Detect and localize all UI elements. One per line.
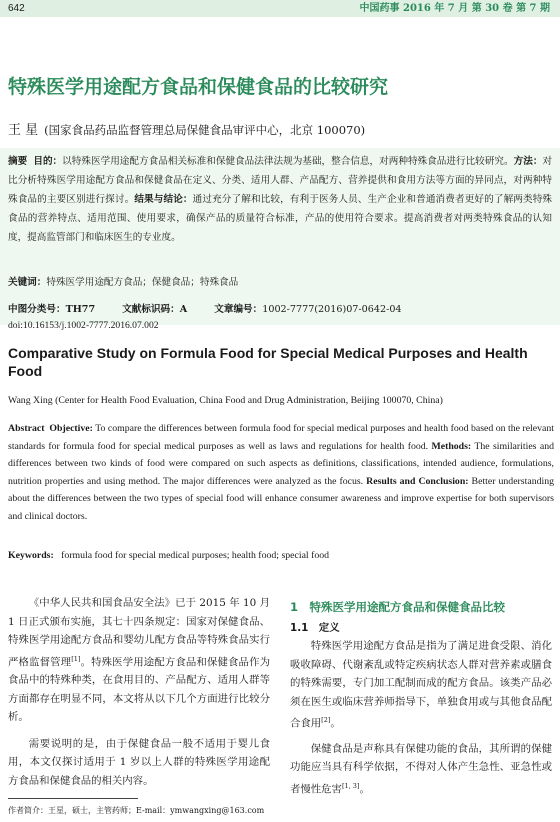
- clc-code: 中图分类号：TH77: [8, 304, 96, 315]
- section-heading: 1 特殊医学用途配方食品和保健食品比较: [290, 600, 505, 614]
- keywords-en-label: Keywords:: [8, 550, 54, 561]
- abstract-cn-label: 摘要: [8, 156, 28, 167]
- abstract-en-results-label: Results and Conclusion:: [366, 475, 469, 487]
- abstract-cn-objective-label: 目的：: [33, 156, 63, 167]
- abstract-en-results: Better understanding about the differences between the two types of special food will enhance consumer awareness and improve expertise for both supervisors and clinical doctors.: [8, 475, 555, 522]
- keywords-cn: [8, 274, 552, 288]
- body-left-column: [8, 594, 270, 798]
- abstract-en-objective: To compare the differences between formula food for special medical purposes and health food based on the relevant standards for formula food for special medical purposes as well as laws and regulations for health food.: [8, 423, 554, 452]
- keywords-cn-text: 特殊医学用途配方食品；保健食品；特殊食品: [46, 277, 239, 288]
- abstract-cn-methods-label: 方法：: [513, 156, 543, 167]
- abstract-en-methods-label: Methods:: [431, 440, 472, 452]
- paragraph: 需要说明的是，由于保健食品一般不适用于婴儿食用，本文仅探讨适用于 1 岁以上人群的特殊医学用途配方食品和保健食品的相关内容。: [8, 737, 270, 787]
- english-authors: Wang Xing (Center for Health Food Evaluation, China Food and Drug Administration, Beijing 100070, China): [8, 395, 443, 406]
- keywords-en-text: formula food for special medical purposes; health food; special food: [61, 550, 330, 561]
- abstract-cn-objective: 以特殊医学用途配方食品相关标准和保健食品法律法规为基础，整合信息，对两种特殊食品进行比较研究。: [62, 156, 514, 167]
- author-name: 王 星: [8, 123, 39, 138]
- author-footnote: 作者简介：王星，硕士，主管药师；E-mail：ymwangxing@163.com: [8, 806, 265, 815]
- paragraph: 《中华人民共和国食品安全法》已于 2015 年 10 月 1 日正式颁布实施，其七十四条规定：国家对保健食品、特殊医学用途配方食品和婴幼儿配方食品等特殊食品实行严格监督管理[1]。特殊医学用途配方食品和保健食品作为食品中的特殊种类，在食用目的、产品配方、适用人群等方面都存在明显不同，本文将从以下几个方面进行比较分析。: [8, 597, 271, 724]
- paragraph: 保健食品是声称具有保健功能的食品，其所谓的保健功能应当具有科学依据，不得对人体产生急性、亚急性或者慢性危害[1, 3]。: [290, 742, 552, 796]
- keywords-en: [8, 550, 554, 561]
- abstract-en-objective-label: Objective:: [49, 423, 93, 434]
- paragraph: 特殊医学用途配方食品是指为了满足进食受限、消化吸收障碍、代谢紊乱或特定疾病状态人群对营养素或膳食的特殊需要，专门加工配制而成的配方食品。该类产品必须在医生或临床营养师指导下，单独食用或与其他食品配合食用[2]。: [290, 640, 552, 730]
- abstract-en-label: Abstract: [8, 423, 45, 434]
- classification-line: [8, 301, 450, 315]
- journal-info: 中国药事 2016 年 7 月 第 30 卷 第 7 期: [359, 3, 550, 14]
- paper-title: 特殊医学用途配方食品和保健食品的比较研究: [8, 76, 389, 98]
- doc-code: 文献标识码：A: [122, 304, 188, 315]
- page-number: 642: [8, 3, 25, 14]
- page-header: [0, 0, 560, 17]
- citation: [1, 3]: [341, 781, 360, 790]
- citation: [2]: [321, 716, 331, 724]
- body-right-column: [290, 598, 552, 806]
- abstract-en-methods: The similarities and differences between two kinds of food were compared on such aspects as definitions, classifications, intended audience, formulations, nutrition properties and using method. The major differences were analyzed as the focus.: [8, 440, 554, 487]
- abstract-cn-results: 通过充分了解和比较，有利于医务人员、生产企业和普通消费者更好的了解两类特殊食品的营养特点、适用范围、使用要求，确保产品的质量符合标准，产品的使用符合要求。提高消费者对两类特殊食品的认知度，提高监管部门和临床医生的专业度。: [8, 194, 553, 243]
- author-line: [8, 119, 365, 138]
- abstract-cn-methods: 对比分析特殊医学用途配方食品和保健食品在定义、分类、适用人群、产品配方、营养提供和食用方法等方面的异同点，对两种特殊食品的主要区别进行探讨。: [8, 156, 553, 205]
- footnote-rule: [8, 798, 138, 799]
- subsection-heading: 1.1 定义: [290, 621, 340, 634]
- article-number: 文章编号：1002-7777(2016)07-0642-04: [214, 304, 402, 315]
- keywords-cn-label: 关键词：: [8, 277, 47, 288]
- abstract-en: [8, 420, 554, 526]
- abstract-cn-results-label: 结果与结论：: [134, 194, 193, 205]
- citation: [1]: [71, 654, 81, 663]
- doi: doi:10.16153/j.1002-7777.2016.07.002: [8, 320, 159, 331]
- abstract-cn: [8, 152, 552, 247]
- english-title: Comparative Study on Formula Food for Special Medical Purposes and Health Food: [8, 345, 528, 379]
- author-affiliation: (国家食品药品监督管理总局保健食品审评中心，北京 100070): [44, 123, 366, 137]
